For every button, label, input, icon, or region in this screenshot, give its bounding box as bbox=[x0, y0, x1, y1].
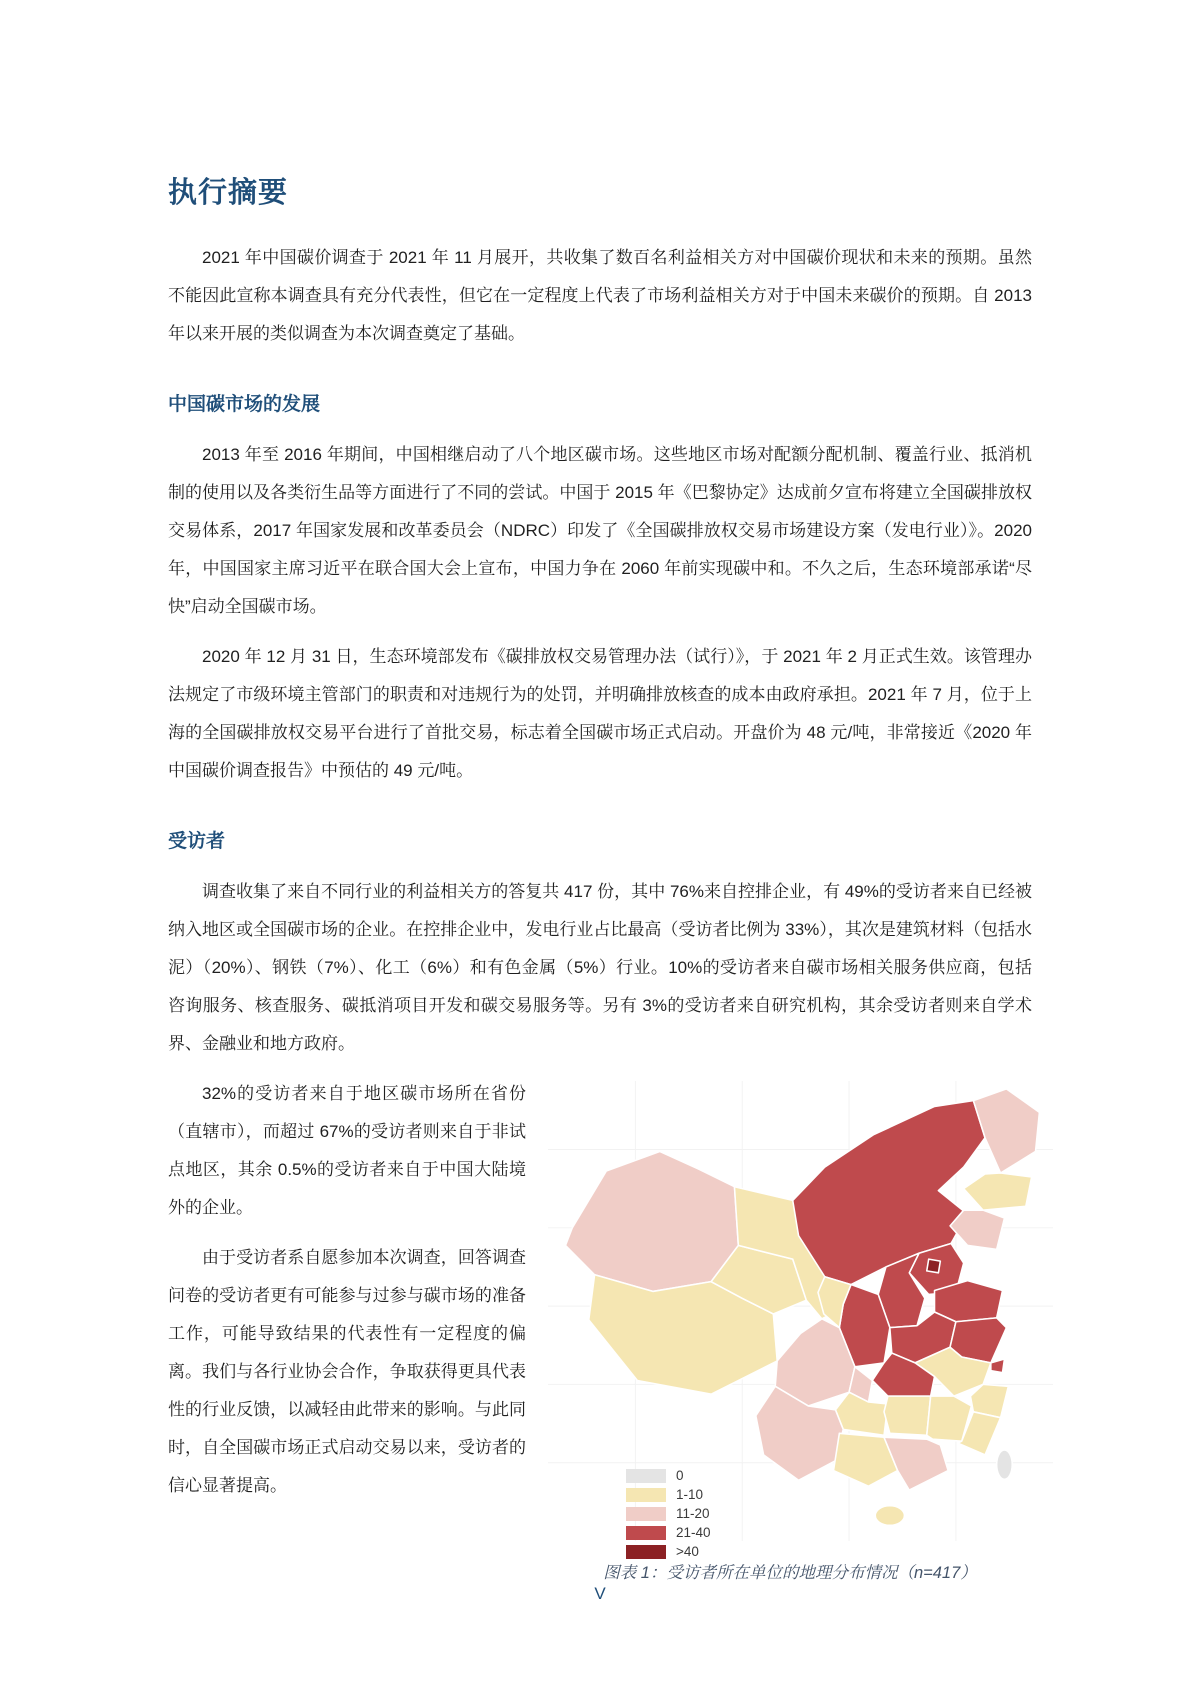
para-respondents-2: 32%的受访者来自于地区碳市场所在省份（直辖市），而超过 67%的受访者则来自于非试点地区，其余 0.5%的受访者来自于中国大陆境外的企业。 bbox=[168, 1084, 526, 1217]
section-heading-market: 中国碳市场的发展 bbox=[168, 394, 321, 415]
china-choropleth-map bbox=[548, 1081, 1053, 1541]
two-column-block bbox=[168, 1075, 1032, 1583]
figure-caption: 图表 1：受访者所在单位的地理分布情况（n=417） bbox=[603, 1564, 977, 1582]
para-market-2: 2020 年 12 月 31 日，生态环境部发布《碳排放权交易管理办法（试行）》，于 2021 年 2 月正式生效。该管理办法规定了市级环境主管部门的职责和对违规行为的处罚，并明确排放核查的成本由政府承担。2021 年 7 月，位于上海的全国碳排放权交易平台进行了首批交易，标志着全国碳市场正式启动。开盘价为 48 元/吨，非常接近《2020 年中国碳价调查报告》中预估的 49 元/吨。 bbox=[168, 647, 1032, 780]
para-respondents-3: 由于受访者系自愿参加本次调查，回答调查问卷的受访者更有可能参与过参与碳市场的准备工作，可能导致结果的代表性有一定程度的偏离。我们与各行业协会合作，争取获得更具代表性的行业反馈，以减轻由此带来的影响。与此同时，自全国碳市场正式启动交易以来，受访者的信心显著提高。 bbox=[168, 1248, 526, 1495]
legend-swatch bbox=[626, 1488, 666, 1502]
legend-swatch bbox=[626, 1545, 666, 1559]
province-liaoning bbox=[950, 1210, 1004, 1249]
legend-label: 21-40 bbox=[676, 1525, 711, 1540]
province-shanghai bbox=[991, 1359, 1005, 1373]
map-legend bbox=[626, 1469, 711, 1564]
legend-item bbox=[626, 1488, 711, 1502]
para-market-1: 2013 年至 2016 年期间，中国相继启动了八个地区碳市场。这些地区市场对配额分配机制、覆盖行业、抵消机制的使用以及各类衍生品等方面进行了不同的尝试。中国于 2015 年《巴黎协定》达成前夕宣布将建立全国碳排放权交易体系，2017 年国家发展和改革委员会（NDRC）印发了《全国碳排放权交易市场建设方案（发电行业）》。2020 年，中国国家主席习近平在联合国大会上宣布，中国力争在 2060 年前实现碳中和。不久之后，生态环境部承诺“尽快”启动全国碳市场。 bbox=[168, 445, 1032, 616]
legend-item bbox=[626, 1469, 711, 1483]
province-heilongjiang bbox=[973, 1089, 1039, 1173]
legend-item bbox=[626, 1545, 711, 1559]
legend-label: 11-20 bbox=[676, 1506, 710, 1521]
section-heading-respondents: 受访者 bbox=[168, 831, 226, 852]
legend-item bbox=[626, 1507, 711, 1521]
page-number: V bbox=[594, 1584, 606, 1603]
legend-label: 1-10 bbox=[676, 1487, 704, 1502]
legend-item bbox=[626, 1526, 711, 1540]
left-text-column bbox=[168, 1075, 526, 1583]
para-respondents-1: 调查收集了来自不同行业的利益相关方的答复共 417 份，其中 76%来自控排企业，有 49%的受访者来自已经被纳入地区或全国碳市场的企业。在控排企业中，发电行业占比最高（受访者比例为 33%），其次是建筑材料（包括水泥）（20%）、钢铁（7%）、化工（6%）和有色金属（5%）行业。10%的受访者来自碳市场相关服务供应商，包括咨询服务、核查服务、碳抵消项目开发和碳交易服务等。另有 3%的受访者来自研究机构，其余受访者则来自学术界、金融业和地方政府。 bbox=[168, 882, 1032, 1053]
para-intro: 2021 年中国碳价调查于 2021 年 11 月展开，共收集了数百名利益相关方对中国碳价现状和未来的预期。虽然不能因此宣称本调查具有充分代表性，但它在一定程度上代表了市场利益相关方对于中国未来碳价的预期。自 2013 年以来开展的类似调查为本次调查奠定了基础。 bbox=[168, 248, 1032, 343]
province-beijing bbox=[927, 1259, 941, 1273]
legend-swatch bbox=[626, 1526, 666, 1540]
province-jilin bbox=[964, 1173, 1032, 1210]
legend-swatch bbox=[626, 1469, 666, 1483]
page-title: 执行摘要 bbox=[168, 177, 289, 209]
province-hunan bbox=[884, 1396, 931, 1435]
province-shandong bbox=[935, 1281, 1003, 1322]
legend-swatch bbox=[626, 1507, 666, 1521]
map-provinces bbox=[565, 1089, 1039, 1526]
figure-map-container bbox=[548, 1075, 1032, 1583]
province-xinjiang bbox=[565, 1151, 738, 1291]
province-yunnan bbox=[756, 1386, 843, 1480]
legend-label: 0 bbox=[676, 1468, 684, 1483]
province-hainan bbox=[875, 1506, 904, 1526]
legend-label: >40 bbox=[676, 1544, 699, 1559]
province-taiwan bbox=[997, 1450, 1013, 1479]
